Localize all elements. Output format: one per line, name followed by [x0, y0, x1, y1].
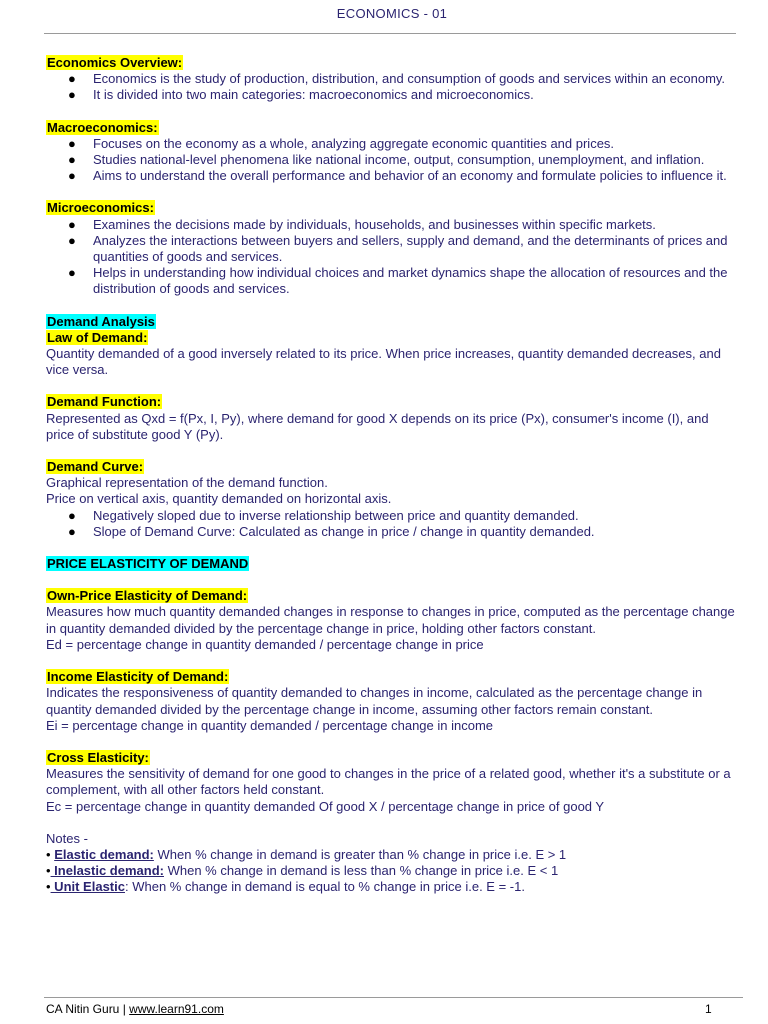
demand-curve-line-2: Price on vertical axis, quantity demanded on horizontal axis. [46, 491, 392, 507]
income-elasticity-heading: Income Elasticity of Demand: [47, 669, 229, 685]
header-divider [44, 33, 736, 34]
macro-section [46, 120, 738, 185]
bullet-icon: ● [68, 232, 76, 248]
law-of-demand-text: Quantity demanded of a good inversely related to its price. When price increases, quantity demanded decreases, and vice versa. [46, 346, 721, 378]
own-price-text: Measures how much quantity demanded changes in response to changes in price, computed as the percentage change in quantity demanded divided by the percentage change in price, holding other factors constant. [46, 604, 735, 636]
elasticity-heading: PRICE ELASTICITY OF DEMAND [47, 556, 249, 572]
bullet-icon: ● [68, 168, 76, 184]
document-body [46, 55, 738, 896]
demand-curve-list [46, 508, 738, 540]
list-item: ● Studies national-level phenomena like national income, output, consumption, unemployment, and inflation. [68, 152, 705, 168]
demand-function-text: Represented as Qxd = f(Px, I, Py), where demand for good X depends on its price (Px), consumer's income (I), and price of substitute good Y (Py). [46, 410, 709, 442]
micro-heading: Microeconomics: [47, 200, 154, 216]
own-price-section [46, 588, 738, 653]
footer-credit [46, 1002, 224, 1016]
demand-curve-section [46, 459, 738, 540]
micro-list [46, 217, 738, 298]
list-item: ● Slope of Demand Curve: Calculated as change in price / change in quantity demanded. [68, 523, 595, 539]
notes-text: When % change in demand is greater than % change in price i.e. E > 1 [153, 846, 567, 862]
notes-item-inelastic [46, 863, 738, 879]
list-item: ● Helps in understanding how individual choices and market dynamics shape the allocation of resources and the distribution of goods and services. [68, 265, 728, 297]
list-item: ● It is divided into two main categories: macroeconomics and microeconomics. [68, 87, 534, 103]
notes-term: Inelastic demand: [50, 863, 164, 879]
overview-section [46, 55, 738, 104]
bullet-icon: • [46, 879, 51, 895]
demand-function-section [46, 394, 738, 443]
bullet-icon: ● [68, 523, 76, 539]
notes-label: Notes - [46, 830, 88, 846]
cross-elasticity-heading: Cross Elasticity: [47, 749, 149, 765]
bullet-icon: ● [68, 152, 76, 168]
income-elasticity-section [46, 669, 738, 734]
bullet-icon: ● [68, 265, 76, 281]
bullet-icon: • [46, 863, 51, 879]
notes-text: : When % change in demand is equal to % change in price i.e. E = -1. [124, 879, 525, 895]
list-item: ● Economics is the study of production, distribution, and consumption of goods and services within an economy. [68, 71, 726, 87]
elasticity-section [46, 556, 738, 572]
demand-analysis-section [46, 314, 738, 379]
list-item: ● Aims to understand the overall performance and behavior of an economy and formulate policies to influence it. [68, 168, 727, 184]
cross-elasticity-formula: Ec = percentage change in quantity demanded Of good X / percentage change in price of good Y [46, 798, 605, 814]
list-item: ● Analyzes the interactions between buyers and sellers, supply and demand, and the determinants of prices and quantities of goods and services. [68, 232, 728, 265]
list-item: ● Examines the decisions made by individuals, households, and businesses within specific markets. [68, 216, 656, 232]
bullet-icon: ● [68, 71, 76, 87]
demand-curve-line-1: Graphical representation of the demand function. [46, 475, 328, 491]
bullet-icon: ● [68, 507, 76, 523]
own-price-formula: Ed = percentage change in quantity demanded / percentage change in price [46, 636, 484, 652]
overview-list [46, 71, 738, 103]
notes-term: Elastic demand: [54, 846, 154, 862]
income-elasticity-text: Indicates the responsiveness of quantity demanded to changes in income, calculated as the percentage change in quantity demanded divided by the percentage change in income, assuming other factors remain constant. [46, 685, 703, 717]
cross-elasticity-text: Measures the sensitivity of demand for one good to changes in the price of a related good, whether it's a substitute or a complement, with all other factors held constant. [46, 766, 731, 798]
notes-item-unit-elastic [46, 879, 738, 895]
micro-section [46, 200, 738, 297]
bullet-icon: ● [68, 135, 76, 151]
demand-function-heading: Demand Function: [47, 394, 162, 410]
list-item: ● Negatively sloped due to inverse relationship between price and quantity demanded. [68, 507, 579, 523]
macro-heading: Macroeconomics: [47, 119, 158, 135]
demand-curve-heading: Demand Curve: [47, 459, 144, 475]
own-price-heading: Own-Price Elasticity of Demand: [47, 588, 248, 604]
law-of-demand-heading: Law of Demand: [47, 329, 148, 345]
overview-heading: Economics Overview: [47, 55, 183, 70]
notes-section [46, 831, 738, 896]
income-elasticity-formula: Ei = percentage change in quantity demanded / percentage change in income [46, 717, 494, 733]
bullet-icon: ● [68, 216, 76, 232]
bullet-icon: • [46, 846, 51, 862]
bullet-icon: ● [68, 87, 76, 103]
page-number: 1 [705, 1002, 712, 1016]
footer-link[interactable]: www.learn91.com [129, 1002, 224, 1016]
page-title: ECONOMICS - 01 [336, 6, 448, 21]
notes-text: When % change in demand is less than % change in price i.e. E < 1 [163, 863, 559, 879]
footer-divider [44, 997, 743, 998]
notes-term: Unit Elastic [50, 879, 125, 895]
footer-author: CA Nitin Guru | [46, 1002, 130, 1016]
macro-list [46, 136, 738, 185]
demand-analysis-heading: Demand Analysis [47, 313, 155, 329]
list-item: ● Focuses on the economy as a whole, analyzing aggregate economic quantities and prices. [68, 135, 615, 151]
cross-elasticity-section [46, 750, 738, 815]
notes-item-elastic [46, 847, 738, 863]
